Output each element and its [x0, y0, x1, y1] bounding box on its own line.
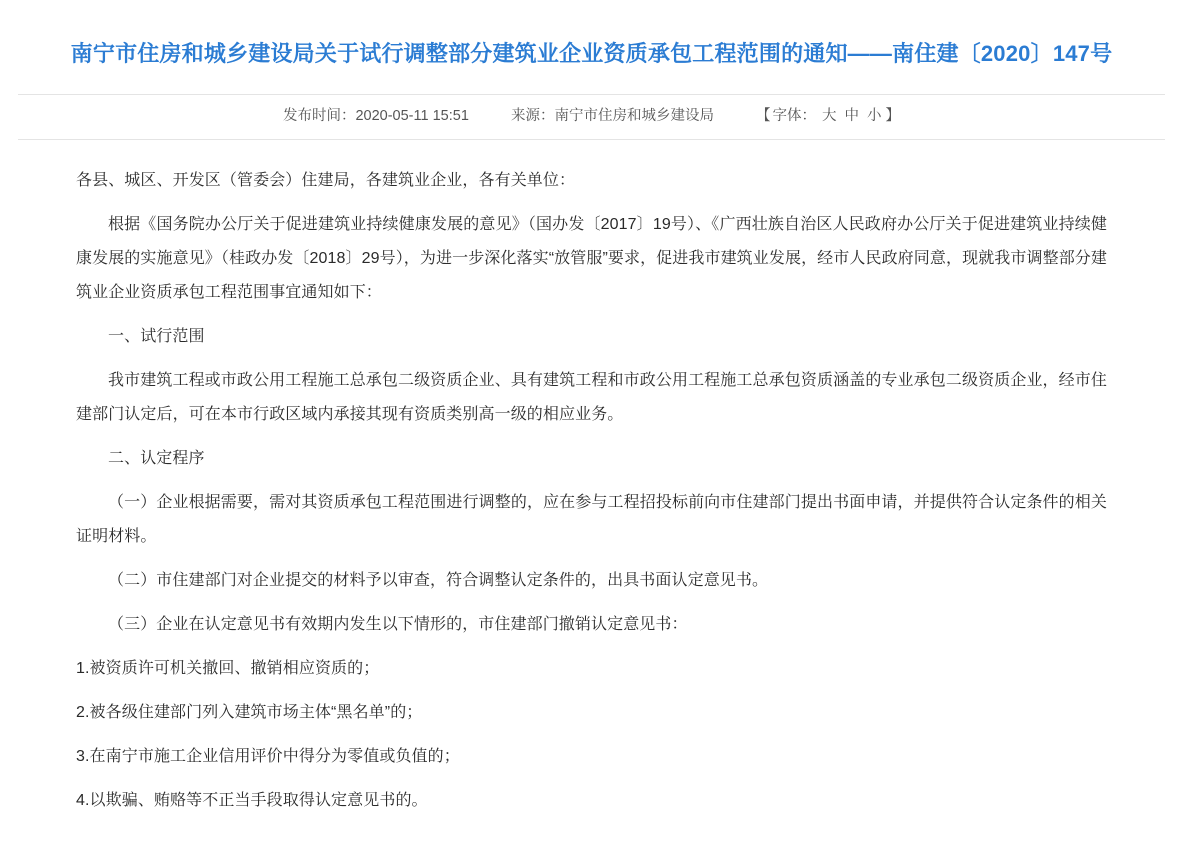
- article-paragraph: 各县、城区、开发区（管委会）住建局，各建筑业企业，各有关单位：: [76, 172, 576, 190]
- article-source: [511, 105, 714, 127]
- article-paragraph: 根据《国务院办公厅关于促进建筑业持续健康发展的意见》（国办发〔2017〕19号）、《广西壮族自治区人民政府办公厅关于促进建筑业持续健康发展的实施意见》（桂政办发〔2018〕29号），为进一步深化落实“放管服”要求，促进我市建筑业发展，经市人民政府同意，现就我市调整部分建筑业企业资质承包工程范围事宜通知如下：: [76, 216, 1107, 302]
- source-value: 南宁市住房和城乡建设局: [554, 108, 714, 125]
- article-paragraph: 4.以欺骗、贿赂等不正当手段取得认定意见书的。: [76, 792, 428, 810]
- article-paragraph: 1.被资质许可机关撤回、撤销相应资质的；: [76, 660, 380, 678]
- article-paragraph: （三）企业在认定意见书有效期内发生以下情形的，市住建部门撤销认定意见书：: [108, 616, 688, 634]
- article-paragraph: （一）企业根据需要，需对其资质承包工程范围进行调整的，应在参与工程招投标前向市住建部门提出书面申请，并提供符合认定条件的相关证明材料。: [76, 494, 1107, 546]
- article-paragraph: 2.被各级住建部门列入建筑市场主体“黑名单”的；: [76, 704, 423, 722]
- article-paragraph: （二）市住建部门对企业提交的材料予以审查，符合调整认定条件的，出具书面认定意见书。: [108, 572, 769, 590]
- article-body: [0, 140, 1183, 868]
- font-size-medium-button[interactable]: 中: [844, 108, 860, 125]
- article-paragraph: 二、认定程序: [108, 450, 205, 468]
- article-paragraph: 一、试行范围: [108, 328, 205, 346]
- font-size-label: 字体：: [772, 108, 817, 125]
- publish-time-value: 2020-05-11 15:51: [355, 108, 469, 125]
- article-meta-bar: [18, 94, 1165, 140]
- article-paragraph: 3.在南宁市施工企业信用评价中得分为零值或负值的；: [76, 748, 460, 766]
- font-size-large-button[interactable]: 大: [822, 108, 837, 125]
- font-size-small-button[interactable]: 小: [867, 108, 882, 125]
- page-title: 南宁市住房和城乡建设局关于试行调整部分建筑业企业资质承包工程范围的通知——南住建〔2020〕147号: [70, 41, 1113, 66]
- font-size-controls: [756, 105, 900, 127]
- publish-time: [283, 105, 469, 127]
- source-label: 来源：: [510, 108, 555, 125]
- bracket-left: 【: [756, 108, 771, 125]
- publish-time-label: 发布时间：: [282, 108, 356, 125]
- article-paragraph: 我市建筑工程或市政公用工程施工总承包二级资质企业、具有建筑工程和市政公用工程施工总承包资质涵盖的专业承包二级资质企业，经市住建部门认定后，可在本市行政区域内承接其现有资质类别高一级的相应业务。: [76, 372, 1107, 424]
- bracket-right: 】: [885, 108, 901, 125]
